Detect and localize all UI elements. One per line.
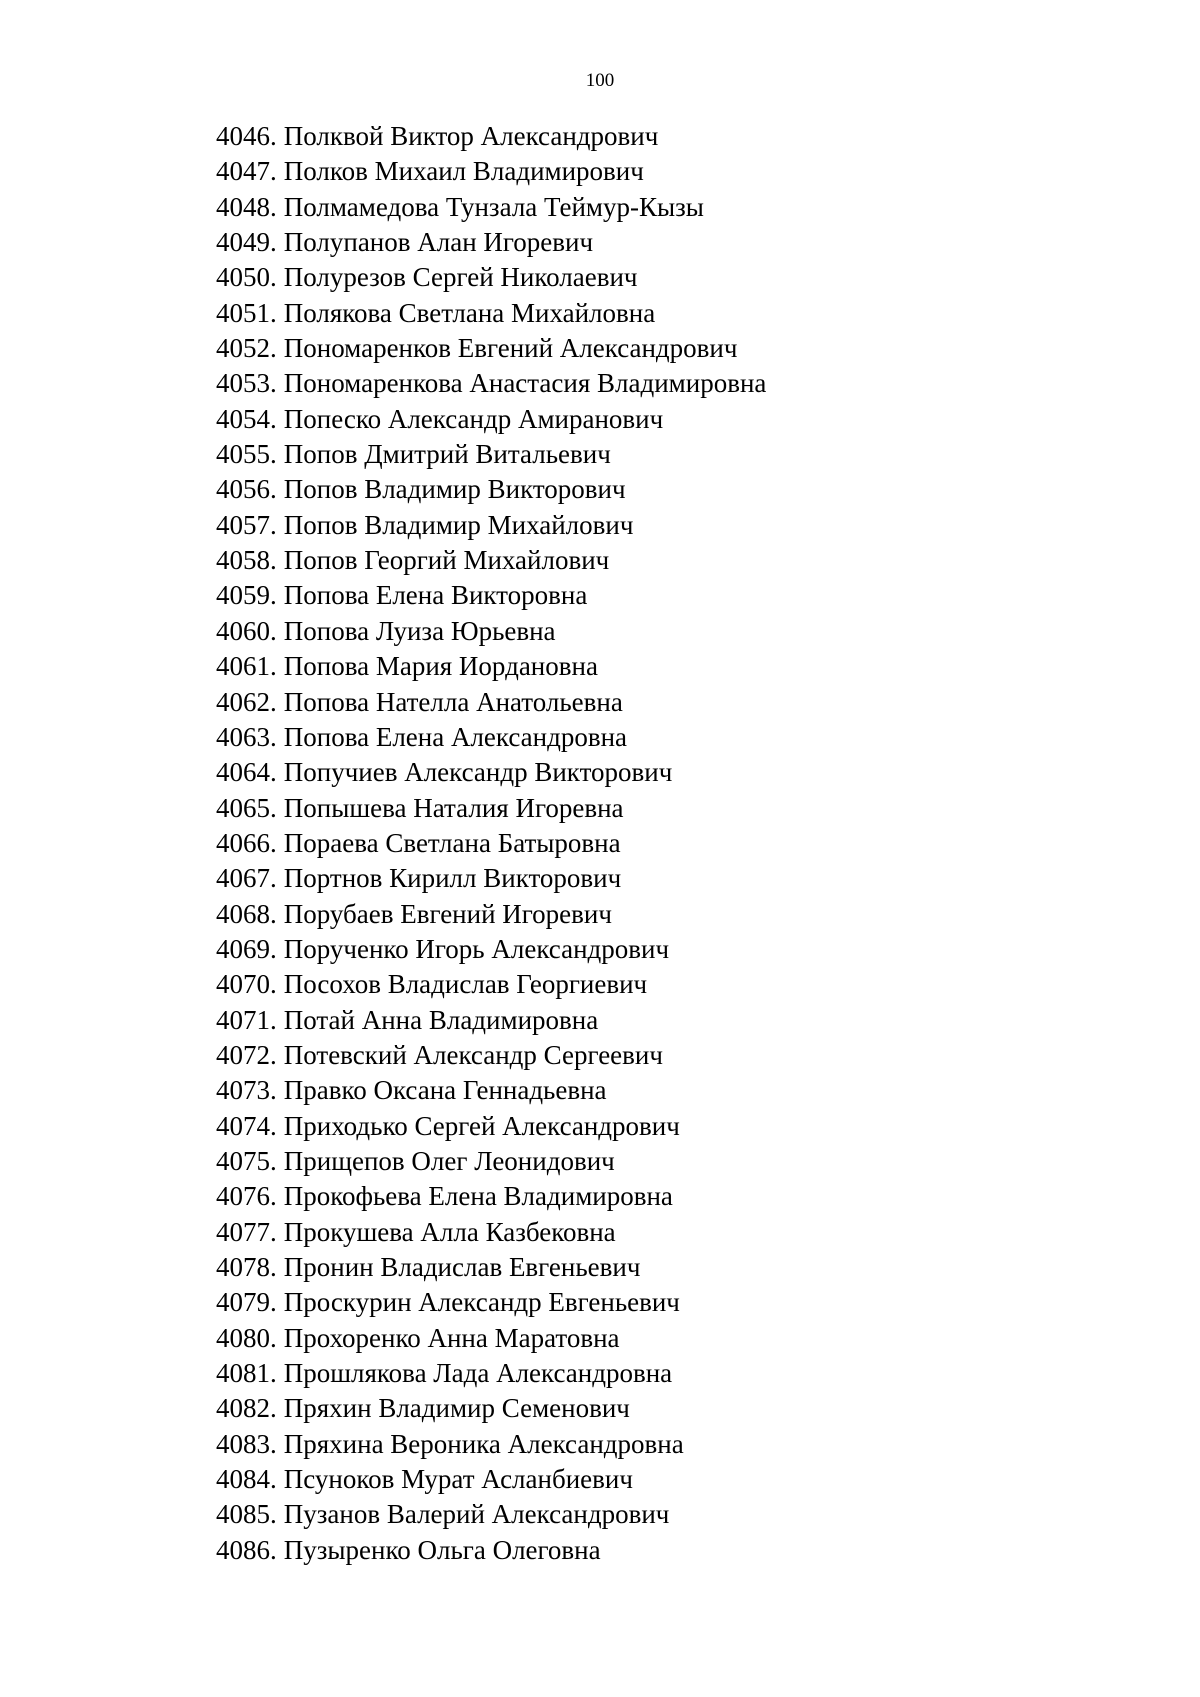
list-item — [216, 366, 766, 401]
list-item — [216, 1073, 766, 1108]
entry-name: Попова Луиза Юрьевна — [283, 615, 556, 646]
entry-name: Полквой Виктор Александрович — [283, 121, 659, 151]
list-item — [216, 154, 766, 189]
entry-number: 4066. — [216, 827, 277, 858]
entry-name: Полмамедова Тунзала Теймур-Кызы — [283, 191, 704, 222]
entry-name: Пузыренко Ольга Олеговна — [283, 1534, 601, 1565]
entry-name: Потай Анна Владимировна — [283, 1004, 599, 1035]
entry-number: 4073. — [216, 1075, 277, 1106]
list-item — [216, 472, 766, 507]
entry-name: Пономаренкова Анастасия Владимировна — [283, 368, 767, 399]
entry-number: 4056. — [216, 474, 277, 505]
list-item — [216, 331, 766, 366]
list-item — [216, 1003, 766, 1038]
entry-name: Попова Елена Викторовна — [283, 580, 588, 611]
list-item — [216, 897, 766, 932]
entry-number: 4053. — [216, 368, 277, 399]
entry-name: Попова Нателла Анатольевна — [283, 686, 623, 717]
list-item — [216, 260, 766, 295]
entry-number: 4046. — [216, 121, 277, 151]
entry-name: Попов Дмитрий Витальевич — [283, 439, 611, 470]
entry-name: Полурезов Сергей Николаевич — [283, 262, 638, 293]
entry-number: 4085. — [216, 1499, 277, 1530]
entry-name: Пряхин Владимир Семенович — [283, 1393, 630, 1424]
entry-number: 4083. — [216, 1428, 277, 1459]
list-item — [216, 649, 766, 684]
entry-name: Псуноков Мурат Асланбиевич — [283, 1464, 633, 1495]
entry-number: 4079. — [216, 1287, 277, 1318]
entry-number: 4086. — [216, 1534, 277, 1565]
list-item — [216, 1250, 766, 1285]
entry-number: 4052. — [216, 333, 277, 364]
entry-name: Полякова Светлана Михайловна — [283, 297, 656, 328]
entry-number: 4047. — [216, 156, 277, 187]
entry-number: 4054. — [216, 403, 277, 434]
entry-number: 4067. — [216, 863, 277, 894]
entry-name: Прокофьева Елена Владимировна — [283, 1181, 673, 1212]
entry-name: Прохоренко Анна Маратовна — [283, 1322, 620, 1353]
entry-name: Прокушева Алла Казбековна — [283, 1216, 616, 1247]
entry-name: Пономаренков Евгений Александрович — [283, 333, 738, 364]
entry-number: 4048. — [216, 191, 277, 222]
entry-number: 4064. — [216, 757, 277, 788]
list-item — [216, 932, 766, 967]
list-item — [216, 578, 766, 613]
entry-number: 4070. — [216, 969, 277, 1000]
entry-name: Порубаев Евгений Игоревич — [283, 898, 612, 929]
list-item — [216, 1038, 766, 1073]
entry-name: Правко Оксана Геннадьевна — [283, 1075, 607, 1106]
entry-number: 4078. — [216, 1252, 277, 1282]
entry-name: Проскурин Александр Евгеньевич — [283, 1287, 680, 1318]
list-item — [216, 861, 766, 896]
list-item — [216, 1497, 766, 1532]
entry-name: Пузанов Валерий Александрович — [283, 1499, 670, 1530]
entry-number: 4080. — [216, 1322, 277, 1353]
entry-name: Полупанов Алан Игоревич — [283, 227, 594, 258]
entry-name: Посохов Владислав Георгиевич — [283, 969, 648, 1000]
entry-number: 4076. — [216, 1181, 277, 1212]
entry-number: 4065. — [216, 792, 277, 823]
entry-number: 4058. — [216, 545, 277, 576]
entry-number: 4057. — [216, 509, 277, 540]
list-item — [216, 791, 766, 826]
page-number: 100 — [585, 70, 615, 91]
list-item — [216, 1427, 766, 1462]
entry-name: Порученко Игорь Александрович — [283, 933, 670, 964]
list-item — [216, 119, 766, 154]
entry-number: 4074. — [216, 1110, 277, 1141]
list-item — [216, 826, 766, 861]
entry-number: 4060. — [216, 615, 277, 646]
list-item — [216, 614, 766, 649]
list-item — [216, 967, 766, 1002]
list-item — [216, 543, 766, 578]
entry-number: 4084. — [216, 1464, 277, 1495]
entry-number: 4077. — [216, 1216, 277, 1247]
list-item — [216, 1533, 766, 1568]
list-item — [216, 190, 766, 225]
list-item — [216, 1215, 766, 1250]
entry-number: 4050. — [216, 262, 277, 293]
list-item — [216, 1462, 766, 1497]
entry-number: 4051. — [216, 297, 277, 328]
entry-name: Потевский Александр Сергеевич — [283, 1039, 663, 1070]
list-item — [216, 1285, 766, 1320]
list-item — [216, 1179, 766, 1214]
list-item — [216, 437, 766, 472]
entry-name: Прошлякова Лада Александровна — [283, 1358, 673, 1389]
entry-number: 4075. — [216, 1145, 277, 1176]
entry-name: Попучиев Александр Викторович — [283, 757, 673, 788]
entry-number: 4059. — [216, 580, 277, 611]
list-item — [216, 402, 766, 437]
entry-number: 4072. — [216, 1039, 277, 1070]
entry-name: Попов Владимир Михайлович — [283, 509, 634, 540]
list-item — [216, 685, 766, 720]
entry-name: Попов Георгий Михайлович — [283, 545, 610, 576]
entry-name: Попеско Александр Амиранович — [283, 403, 664, 434]
entry-number: 4081. — [216, 1358, 277, 1389]
entry-name: Пронин Владислав Евгеньевич — [283, 1252, 641, 1282]
list-item — [216, 720, 766, 755]
entry-name: Полков Михаил Владимирович — [283, 156, 644, 187]
entry-number: 4055. — [216, 439, 277, 470]
list-item — [216, 1109, 766, 1144]
name-list — [216, 119, 766, 1568]
entry-number: 4071. — [216, 1004, 277, 1035]
entry-name: Попов Владимир Викторович — [283, 474, 626, 505]
list-item — [216, 296, 766, 331]
entry-number: 4069. — [216, 933, 277, 964]
entry-name: Пряхина Вероника Александровна — [283, 1428, 684, 1459]
entry-number: 4068. — [216, 898, 277, 929]
entry-name: Портнов Кирилл Викторович — [283, 863, 622, 894]
entry-name: Прищепов Олег Леонидович — [283, 1145, 615, 1176]
list-item — [216, 1144, 766, 1179]
entry-name: Пораева Светлана Батыровна — [283, 827, 621, 858]
list-item — [216, 225, 766, 260]
list-item — [216, 1356, 766, 1391]
list-item — [216, 1391, 766, 1426]
list-item — [216, 755, 766, 790]
list-item — [216, 508, 766, 543]
list-item — [216, 1321, 766, 1356]
entry-name: Попова Мария Иордановна — [283, 651, 598, 682]
entry-number: 4049. — [216, 227, 277, 258]
entry-name: Приходько Сергей Александрович — [283, 1110, 680, 1141]
entry-name: Попышева Наталия Игоревна — [283, 792, 624, 823]
entry-number: 4063. — [216, 721, 277, 752]
entry-number: 4082. — [216, 1393, 277, 1424]
entry-name: Попова Елена Александровна — [283, 721, 628, 752]
entry-number: 4062. — [216, 686, 277, 717]
entry-number: 4061. — [216, 651, 277, 682]
